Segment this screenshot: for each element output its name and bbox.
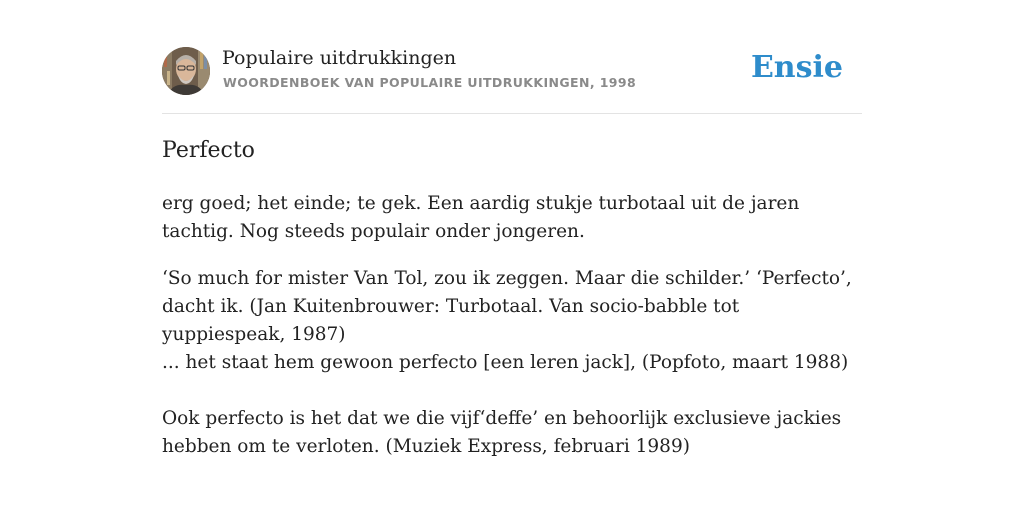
- entry-title: Perfecto: [162, 138, 255, 163]
- entry-quote-1: ‘So much for mister Van Tol, zou ik zeggen. Maar die schilder.’ ‘Perfecto’, dacht ik. (Jan Kuitenbrouwer: Turbotaal. Van socio-babble tot yuppiespeak, 1987): [162, 268, 852, 345]
- entry-definition: erg goed; het einde; te gek. Een aardig stukje turbotaal uit de jaren tachtig. Nog steeds populair onder jongeren.: [162, 193, 800, 242]
- header-divider: [162, 113, 862, 114]
- source-title[interactable]: Populaire uitdrukkingen: [222, 47, 457, 69]
- author-portrait-icon: [162, 47, 210, 95]
- entry-quote-3: Ook perfecto is het dat we die vijf‘deffe’ en behoorlijk exclusieve jackies hebben om te verloten. (Muziek Express, februari 1989): [162, 408, 842, 457]
- author-avatar[interactable]: [162, 47, 210, 95]
- entry-quote-2: ... het staat hem gewoon perfecto [een leren jack], (Popfoto, maart 1988): [162, 352, 849, 373]
- source-subtitle: WOORDENBOEK VAN POPULAIRE UITDRUKKINGEN, 1998: [223, 75, 637, 90]
- ensie-logo-link[interactable]: Ensie: [750, 50, 843, 85]
- source-header: [162, 46, 862, 96]
- entry-card: [162, 46, 862, 457]
